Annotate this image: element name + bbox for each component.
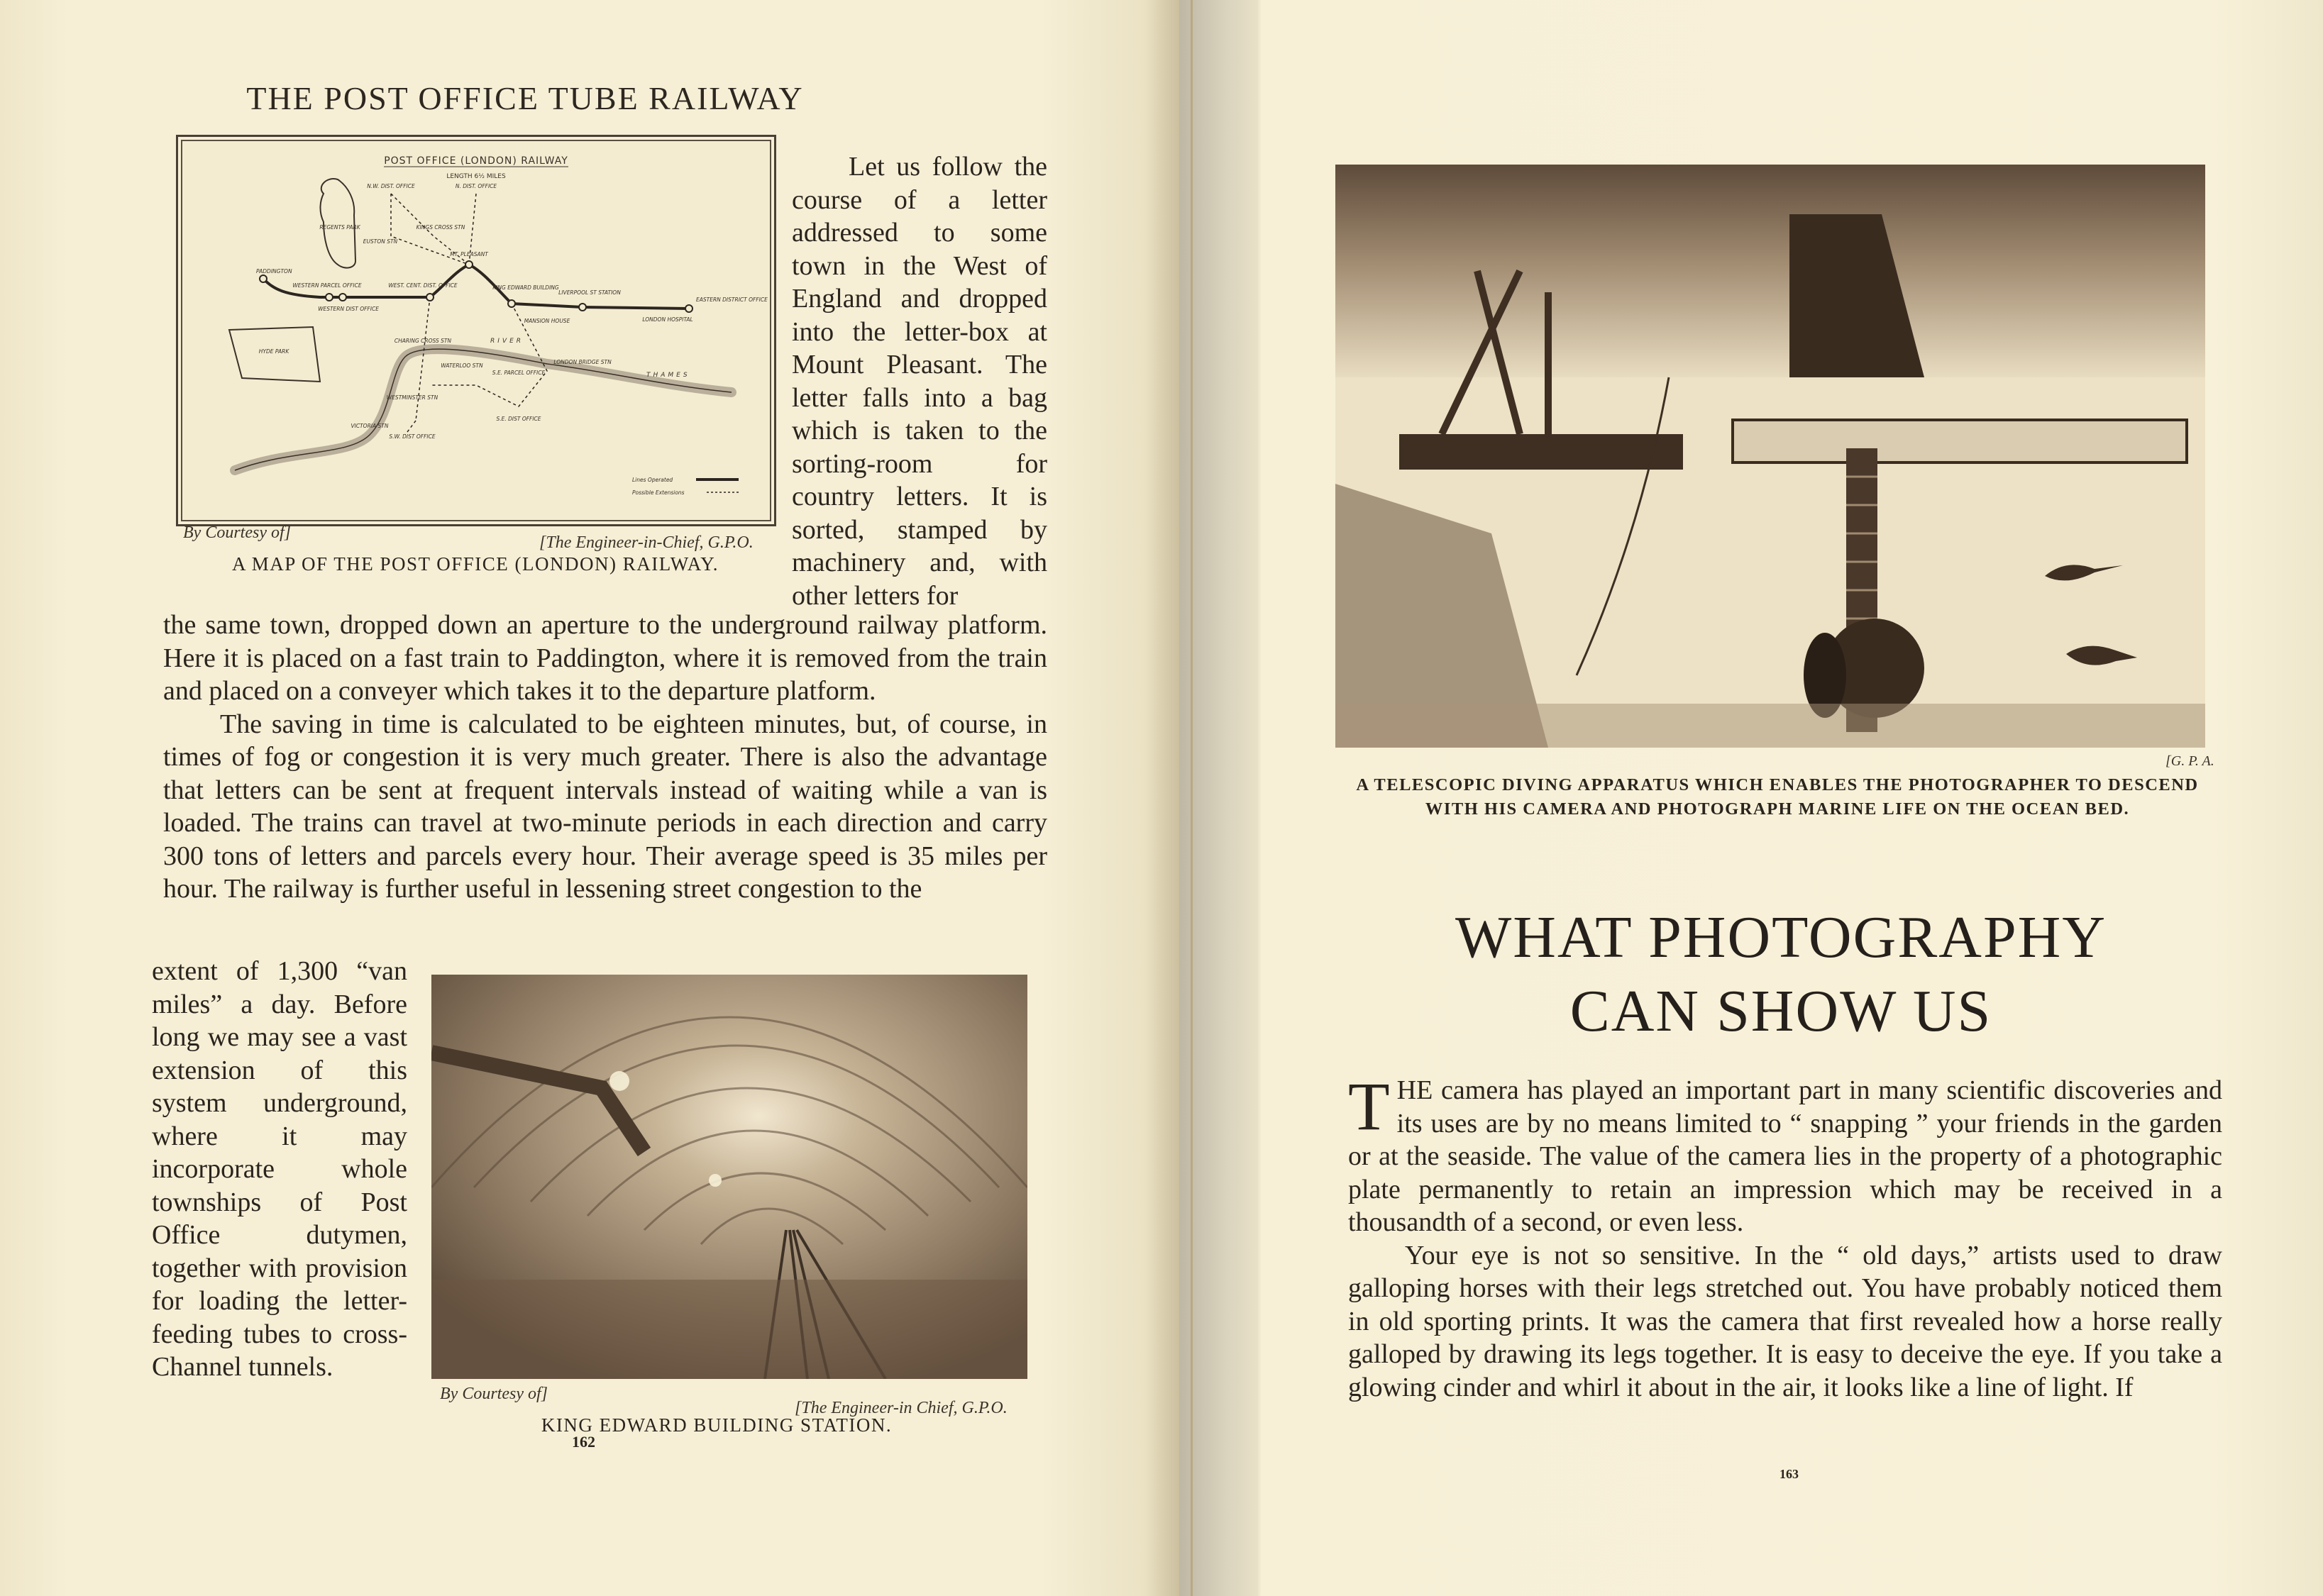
narrow-column-text (152, 955, 407, 1384)
photo-credit-right: [The Engineer-in Chief, G.P.O. (795, 1399, 1008, 1417)
diving-caption-line-1: A TELESCOPIC DIVING APPARATUS WHICH ENABLES THE PHOTOGRAPHER TO DESCEND (1356, 775, 2199, 794)
kings-cross-label: KINGS CROSS STN (416, 224, 465, 231)
diving-caption-line-2: WITH HIS CAMERA AND PHOTOGRAPH MARINE LIFE ON THE OCEAN BED. (1425, 799, 2130, 819)
mt-pleasant-label: MT. PLEASANT (450, 251, 488, 257)
nw-dist-label: N.W. DIST. OFFICE (367, 183, 415, 189)
victoria-label: VICTORIA STN (351, 423, 389, 429)
pontoon (1399, 434, 1683, 470)
side-column-paragraph: Let us follow the course of a letter addressed to some town in the West of England and dropped into the letter-box at Mount Pleasant. The letter falls into a bag which is taken to the sorting-room for country letters. It is sorted, stamped by machinery and, with other letters for (792, 152, 1047, 611)
thames-label: THAMES (646, 372, 690, 379)
main-text-block (163, 609, 1047, 906)
waterloo-label: WATERLOO STN (441, 362, 483, 369)
king-edward-label: KING EDWARD BUILDING (492, 284, 559, 291)
paragraph-camera-intro-text: HE camera has played an important part in many scientific discoveries and its uses are by no means limited to “ snapping ” your friends in the garden or at the seaside. The value of the camera lies in the property of a photographic plate permanently to retain an impression which may be received in a thousandth of a second, or even less. (1348, 1075, 2222, 1237)
map-credit-left: By Courtesy of] (183, 523, 291, 542)
article-title (1376, 901, 2185, 1048)
map-caption: A MAP OF THE POST OFFICE (LONDON) RAILWAY. (231, 553, 719, 575)
diving-credit: [G. P. A. (2165, 753, 2214, 769)
se-dist-label: S.E. DIST OFFICE (496, 416, 541, 422)
river-thames (235, 349, 732, 470)
sky (1335, 165, 2205, 377)
side-column-text (792, 150, 1047, 612)
westminster-label: WESTMINSTER STN (386, 394, 438, 401)
photo-credit-left: By Courtesy of] (440, 1385, 548, 1403)
tunnel-photo (431, 975, 1027, 1379)
legend-extensions-label: Possible Extensions (632, 489, 685, 496)
tunnel-illustration (431, 975, 1027, 1379)
hyde-park-label: HYDE PARK (258, 348, 289, 355)
diving-scene (1335, 165, 2205, 748)
paddington-label: PADDINGTON (256, 268, 292, 275)
running-head: THE POST OFFICE TUBE RAILWAY (246, 80, 804, 116)
paragraph-extension: extent of 1,300 “van miles” a day. Before long we may see a vast extension of this system underground, where it may incorporate whole townships of Post Office dutymen, together with provision for loading the letter-feeding tubes to cross-Channel tunnels. (152, 956, 407, 1382)
ocean-bed (1335, 704, 2205, 748)
paragraph-saving-time: The saving in time is calculated to be eighteen minutes, but, of course, in times of fog or congestion it is very much greater. There is also the advantage that letters can be sent at frequent intervals instead of waiting while a van is loaded. The trains can travel at two-minute periods in each direction and carry 300 tons of letters and parcels every hour. Their average speed is 35 miles per hour. The railway is further useful in lessening street congestion to the (163, 709, 1047, 904)
se-parcel-label: S.E. PARCEL OFFICE (492, 370, 546, 376)
article-title-line-2: CAN SHOW US (1569, 978, 1992, 1044)
diving-apparatus-illustration (1335, 165, 2205, 748)
paragraph-camera-intro (1348, 1068, 2222, 1239)
liverpool-st-label: LIVERPOOL ST STATION (558, 289, 621, 296)
railway-map (176, 135, 776, 526)
diving-caption (1341, 773, 2214, 821)
map-credit-right: [The Engineer-in-Chief, G.P.O. (539, 533, 754, 552)
n-dist-label: N. DIST. OFFICE (455, 183, 497, 189)
page-number-left: 162 (572, 1433, 595, 1451)
ship-hull (1733, 420, 2187, 462)
mansion-house-label: MANSION HOUSE (524, 318, 570, 324)
charing-cross-label: CHARING CROSS STN (394, 338, 452, 344)
map-subtitle: LENGTH 6½ MILES (446, 173, 506, 180)
river-label: RIVER (490, 338, 524, 345)
drop-cap: T (1348, 1068, 1390, 1144)
map-drawing (178, 137, 774, 524)
paragraph-eye-sensitivity: Your eye is not so sensitive. In the “ old days,” artists used to draw galloping horses with their legs stretched out. You have probably noticed them in old sporting prints. It was the camera that first revealed how a horse really galloped by drawing its legs together. It is easy to deceive the eye. If you take a glowing cinder and whirl it about in the air, it looks like a line of light. If (1348, 1240, 2222, 1402)
london-hospital-label: LONDON HOSPITAL (642, 316, 693, 323)
paragraph-continuation: the same town, dropped down an aperture to the underground railway platform. Here it is placed on a fast train to Paddington, where it is removed from the train and placed on a conveyer which takes it to the departure platform. (163, 610, 1047, 706)
sw-dist-label: S.W. DIST OFFICE (389, 433, 436, 440)
regents-park-label: REGENTS PARK (319, 224, 360, 231)
western-dist-label: WESTERN DIST OFFICE (318, 306, 379, 312)
regents-park-outline (320, 179, 355, 268)
article-title-line-1: WHAT PHOTOGRAPHY (1455, 904, 2107, 970)
map-title: POST OFFICE (LONDON) RAILWAY (384, 155, 568, 167)
euston-label: EUSTON STN (363, 238, 398, 245)
article-body (1348, 1068, 2222, 1404)
photo-caption: KING EDWARD BUILDING STATION. (541, 1414, 893, 1436)
london-bridge-label: LONDON BRIDGE STN (553, 359, 612, 365)
page-number-right: 163 (1780, 1467, 1799, 1481)
legend-operated-label: Lines Operated (632, 477, 673, 483)
eastern-dist-label: EASTERN DISTRICT OFFICE (696, 297, 768, 303)
west-cent-label: WEST. CENT. DIST. OFFICE (388, 282, 458, 289)
book-gutter (1191, 0, 1193, 1596)
western-parcel-label: WESTERN PARCEL OFFICE (292, 282, 362, 289)
